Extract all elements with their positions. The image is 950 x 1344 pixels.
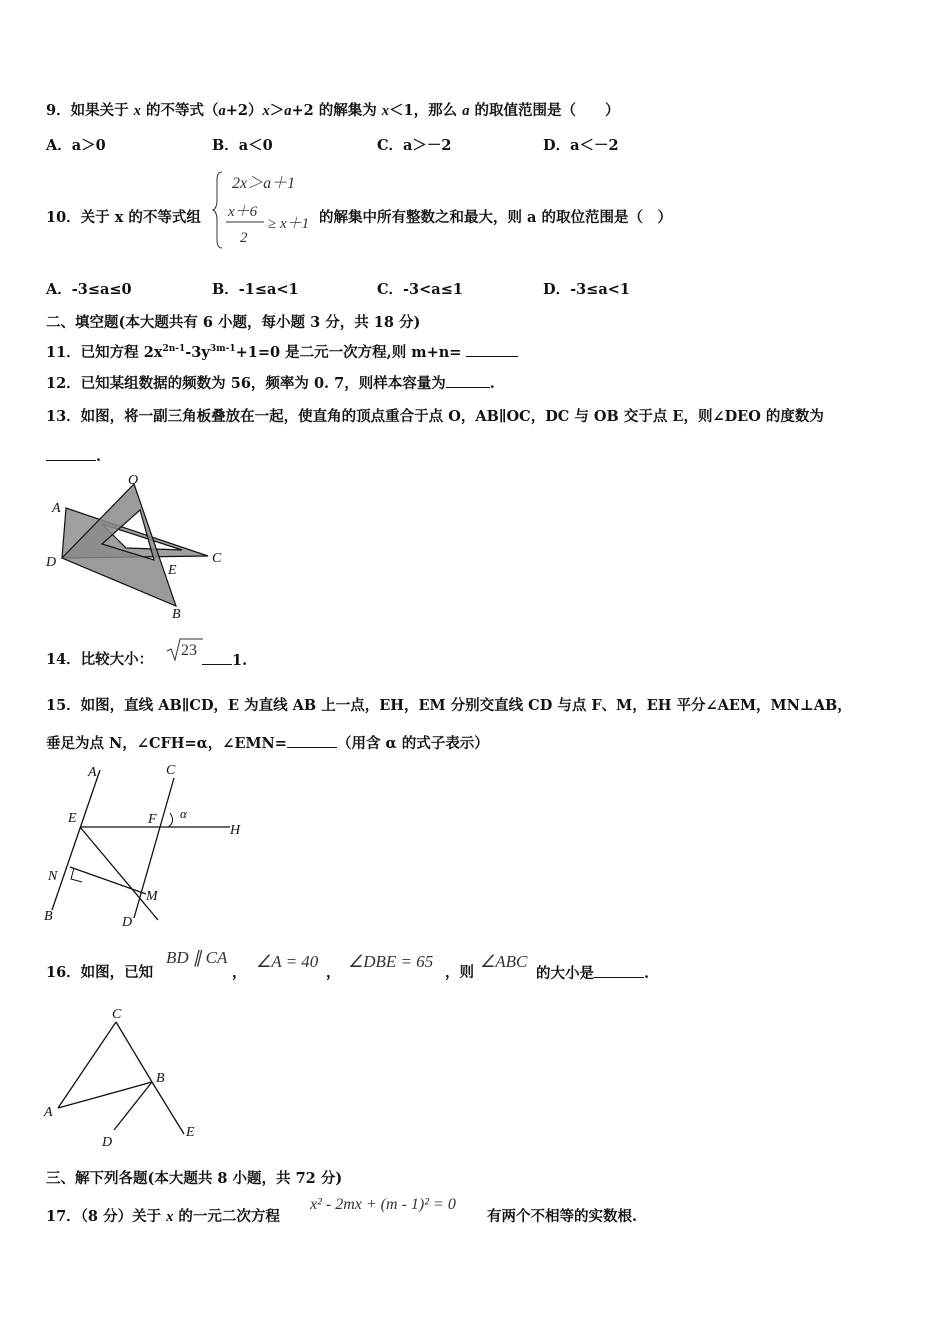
q16-math-angle-dbe: ∠DBE = 65 [348,952,434,971]
q16-seg-bd [114,1082,152,1130]
q13-label-c: C [212,551,222,566]
q16-math-bd-ca: BD ∥ CA [166,948,228,967]
q11: 11．已知方程 $2x^{2n-1}-3y^{3m-1}+1=0$ 是二元一次方程,则 m+n= [46,339,518,363]
q13-answer: . [46,446,101,467]
q16-comma2: ， [326,964,341,981]
q16-figure [40,1000,220,1160]
q16-seg-ca [58,1022,116,1108]
q14-blank[interactable] [202,650,232,665]
q10-option-d: D．-3≤a<1 [543,281,630,298]
q13-figure [42,470,242,620]
q15-blank[interactable] [287,733,337,748]
q15-figure [40,760,260,930]
q15-label-f: F [148,812,157,827]
q10-inequality-system [214,168,324,252]
q16-label-c: C [112,1007,122,1022]
q10-option-c: C．-3<a≤1 [377,281,463,298]
q10-frac-num: x＋6 [228,204,258,220]
q10-ineq1: 2x＞a＋1 [232,175,296,192]
q16-seg-be [152,1082,184,1134]
q15-line2: 垂足为点 N，∠CFH=α，∠EMN= （用含 α 的式子表示） [46,735,489,752]
q15-label-m: M [146,889,158,904]
q16-math-angle-a: ∠A = 40 [256,952,319,971]
q15-line-ab [52,770,100,910]
q17-tail: 有两个不相等的实数根. [487,1208,638,1225]
section2-heading: 二、填空题(本大题共有 6 小题，每小题 3 分，共 18 分) [46,314,421,331]
q10-option-a: A．-3≤a≤0 [46,281,132,298]
q15-line1: 15．如图，直线 AB∥CD，E 为直线 AB 上一点，EH，EM 分别交直线 CD 与点 F、M，EH 平分∠AEM，MN⊥AB， [46,697,852,714]
q15-label-c: C [166,763,176,778]
q16-label-e: E [186,1125,195,1140]
q16-blank[interactable] [594,963,644,978]
q15-label-n: N [48,869,58,884]
q16-seg-cb [116,1022,152,1082]
q16: 16．如图，已知 [46,964,154,981]
q10-prefix: 10．关于 x 的不等式组 [46,209,201,226]
q14: 14．比较大小： [46,651,154,668]
q13-label-b: B [172,607,181,622]
q16-label-b: B [156,1071,165,1086]
q16-tail: 的大小是 . [536,965,650,982]
q13-stem: 13．如图，将一副三角板叠放在一起，使直角的顶点重合于点 O，AB∥OC，DC 与 OB 交于点 E，则∠DEO 的度数为 [46,408,824,425]
q17-equation: x² - 2mx + (m - 1)² = 0 [310,1196,456,1213]
q9-option-c: C．a＞－2 [377,137,452,154]
q9-option-a: A．a＞0 [46,137,106,154]
q15-label-e: E [68,811,77,826]
q12: 12．已知某组数据的频数为 56，频率为 0. 7，则样本容量为 . [46,375,495,392]
q9-option-b: B．a＜0 [212,137,273,154]
q15-label-a: A [88,765,97,780]
q16-label-d: D [102,1135,113,1150]
q13-label-o: O [128,473,139,488]
section3-heading: 三、解下列各题(本大题共 8 小题，共 72 分) [46,1170,343,1187]
q15-angle-arc [168,813,173,827]
q12-blank[interactable] [446,373,490,388]
q15-label-d: D [122,915,133,930]
q16-comma1: ， [232,964,247,981]
q10-suffix: 的解集中所有整数之和最大，则 a 的取位范围是（ ） [319,209,672,226]
q16-label-a: A [44,1105,53,1120]
q14-radicand: 23 [181,642,197,659]
q16-math-angle-abc: ∠ABC [480,952,528,971]
q11-blank[interactable] [466,342,518,357]
q13-label-d: D [46,555,57,570]
q16-seg-ab [58,1082,152,1108]
q10-ineq2-rest: ≥ x＋1 [268,216,310,232]
q9-option-d: D．a＜－2 [543,137,619,154]
q10-option-b: B．-1≤a<1 [212,281,299,298]
q13-label-a: A [52,501,61,516]
q15-label-alpha: α [180,806,187,821]
q9-stem: 9．如果关于 x 的不等式（a+2）x＞a+2 的解集为 x＜1，那么 a 的取值范围是（ ） [46,102,620,119]
q10-frac-den: 2 [240,230,248,246]
q15-label-h: H [230,823,241,838]
q13-blank[interactable] [46,446,96,461]
q14-sqrt [165,636,205,664]
q16-then: ，则 [445,964,474,981]
q13-label-e: E [168,563,177,578]
q15-line-mn [70,867,146,894]
q14-tail: 1. [202,650,247,671]
q17: 17．（8 分）关于 x 的一元二次方程 [46,1208,280,1225]
q15-label-b: B [44,909,53,924]
